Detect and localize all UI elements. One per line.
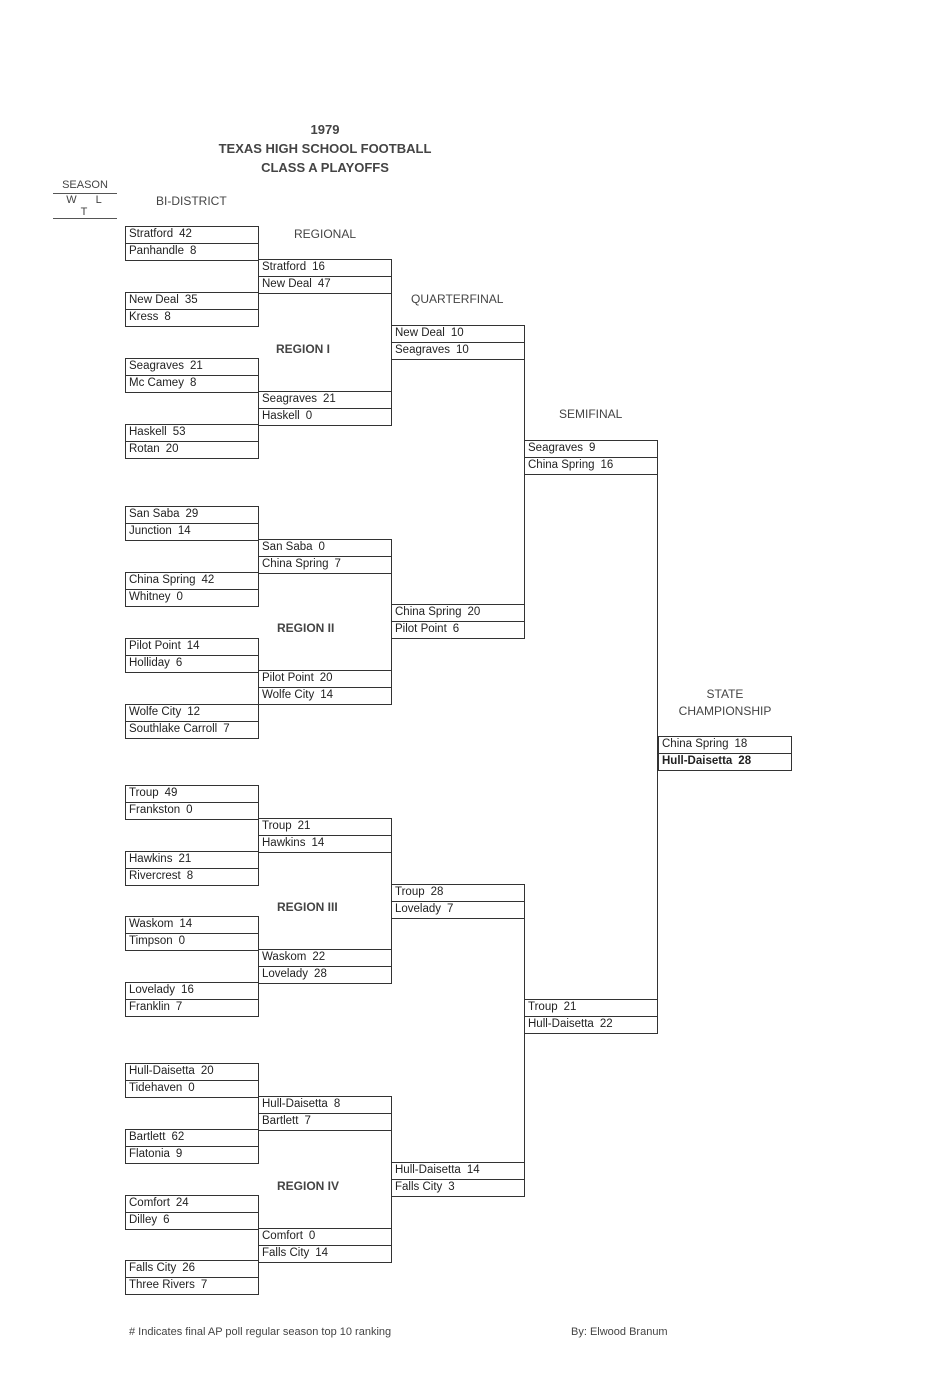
regional-matchup: [258, 818, 392, 853]
team-score: 16: [312, 261, 325, 273]
bidistrict-matchup: [125, 704, 259, 739]
semifinal-matchup: [524, 440, 658, 475]
team-name: China Spring: [662, 738, 729, 750]
team-score: 14: [315, 1247, 329, 1259]
bidistrict-matchup: [125, 292, 259, 327]
team-name: Pilot Point: [262, 672, 314, 684]
team-row: [392, 605, 524, 621]
team-row: [126, 309, 258, 326]
team-row: [126, 507, 258, 523]
team-score: 28: [314, 968, 327, 980]
team-score: 22: [599, 1018, 613, 1030]
team-score: 29: [185, 508, 199, 520]
header-title: TEXAS HIGH SCHOOL FOOTBALL: [218, 141, 432, 156]
team-score: 49: [164, 787, 178, 799]
bracket-connector: [258, 374, 259, 440]
team-row: [126, 1064, 258, 1080]
team-name: Hull-Daisetta: [395, 1164, 461, 1176]
team-name: China Spring: [395, 606, 462, 618]
team-score: 7: [447, 903, 454, 915]
team-score: 0: [188, 1082, 195, 1094]
round-label-championship-1: STATE: [706, 687, 744, 701]
team-name: Flatonia: [129, 1148, 170, 1160]
team-row: [126, 917, 258, 933]
team-name: Junction: [129, 525, 172, 537]
bracket-connector: [524, 900, 525, 1178]
team-score: 21: [563, 1001, 577, 1013]
team-row: [392, 1163, 524, 1179]
team-score: 20: [200, 1065, 214, 1077]
team-name: Three Rivers: [129, 1279, 195, 1291]
team-row: [126, 1146, 258, 1163]
team-name: Seagraves: [395, 344, 450, 356]
team-row: [126, 868, 258, 885]
team-score: 14: [186, 640, 200, 652]
team-row: [126, 1261, 258, 1277]
team-row: [259, 966, 391, 983]
team-score: 3: [448, 1181, 455, 1193]
team-name: Hawkins: [262, 837, 306, 849]
team-row: [392, 621, 524, 638]
regional-matchup: [258, 670, 392, 705]
team-score: 21: [322, 393, 336, 405]
team-score: 10: [455, 344, 469, 356]
team-score: 9: [175, 1148, 183, 1160]
team-row: [259, 392, 391, 408]
team-name: New Deal: [395, 327, 445, 339]
team-name: Rotan: [129, 443, 160, 455]
team-name: Tidehaven: [129, 1082, 183, 1094]
team-score: 0: [308, 1230, 316, 1242]
team-row: [126, 589, 258, 606]
region-label-4: REGION IV: [277, 1179, 340, 1193]
team-row: [259, 687, 391, 704]
team-row: [126, 786, 258, 802]
bidistrict-matchup: [125, 424, 259, 459]
team-row: [126, 573, 258, 589]
team-name: Dilley: [129, 1214, 158, 1226]
team-name: Seagraves: [129, 360, 184, 372]
team-score: 20: [319, 672, 333, 684]
team-row: [126, 375, 258, 392]
team-row: [126, 999, 258, 1016]
bidistrict-matchup: [125, 785, 259, 820]
bracket-connector: [258, 522, 259, 588]
team-score: 14: [320, 689, 333, 701]
team-name: Lovelady: [129, 984, 176, 996]
team-row: [126, 1080, 258, 1097]
team-score: 7: [334, 558, 341, 570]
team-name: Wolfe City: [129, 706, 182, 718]
team-row: [392, 342, 524, 359]
region-label-3: REGION III: [277, 900, 338, 914]
footer-note: # Indicates final AP poll regular season top 10 ranking: [129, 1326, 392, 1338]
team-row: [259, 1229, 391, 1245]
team-name: New Deal: [262, 278, 312, 290]
semifinal-matchup: [524, 999, 658, 1034]
team-score: 21: [178, 853, 192, 865]
bracket-connector: [391, 1112, 392, 1244]
quarterfinal-matchup: [391, 325, 525, 360]
team-name: Whitney: [129, 591, 171, 603]
team-row: [126, 705, 258, 721]
team-score: 0: [176, 591, 183, 603]
team-row: [525, 457, 657, 474]
region-label-2: REGION II: [277, 621, 335, 635]
team-score: 7: [200, 1279, 208, 1291]
team-row: [126, 655, 258, 672]
team-name: Lovelady: [395, 903, 442, 915]
team-name: Hull-Daisetta: [129, 1065, 195, 1077]
team-score: 18: [734, 738, 748, 750]
bracket-connector: [657, 456, 658, 1015]
bracket-connector: [391, 275, 392, 407]
season-columns: W L T: [53, 193, 117, 219]
bidistrict-matchup: [125, 1063, 259, 1098]
team-row: [126, 852, 258, 868]
bidistrict-matchup: [125, 1260, 259, 1295]
bracket-connector: [258, 1079, 259, 1145]
team-name: Wolfe City: [262, 689, 315, 701]
team-score: 42: [201, 574, 215, 586]
round-label-bidistrict: BI-DISTRICT: [156, 194, 227, 208]
team-score: 26: [182, 1262, 196, 1274]
team-score: 20: [165, 443, 179, 455]
team-score: 21: [189, 360, 203, 372]
team-name: Pilot Point: [395, 623, 447, 635]
quarterfinal-matchup: [391, 604, 525, 639]
team-row: [659, 737, 791, 753]
team-name: Rivercrest: [129, 870, 181, 882]
team-name: Panhandle: [129, 245, 184, 257]
team-row: [259, 408, 391, 425]
team-score: 14: [179, 918, 193, 930]
bidistrict-matchup: [125, 1195, 259, 1230]
team-score: 28: [430, 886, 444, 898]
team-score: 47: [317, 278, 331, 290]
team-name: Falls City: [395, 1181, 443, 1193]
team-score: 12: [187, 706, 200, 718]
team-name: Southlake Carroll: [129, 723, 218, 735]
team-row: [259, 260, 391, 276]
team-name: Mc Camey: [129, 377, 184, 389]
team-row: [126, 523, 258, 540]
bidistrict-matchup: [125, 916, 259, 951]
team-name: China Spring: [262, 558, 329, 570]
team-name: Comfort: [129, 1197, 170, 1209]
team-row: [126, 1212, 258, 1229]
regional-matchup: [258, 391, 392, 426]
team-row: [126, 1196, 258, 1212]
team-row: [126, 639, 258, 655]
team-name: Hull-Daisetta: [662, 755, 733, 767]
team-score: 24: [175, 1197, 189, 1209]
team-row: [126, 721, 258, 738]
team-score: 62: [171, 1131, 185, 1143]
bidistrict-matchup: [125, 226, 259, 261]
team-name: Holliday: [129, 657, 170, 669]
team-score: 21: [297, 820, 311, 832]
regional-matchup: [258, 1096, 392, 1131]
team-score: 6: [175, 657, 183, 669]
team-name: Stratford: [129, 228, 174, 240]
team-name: Bartlett: [129, 1131, 166, 1143]
team-score: 22: [312, 951, 326, 963]
header-year: 1979: [310, 122, 340, 137]
team-score: 6: [452, 623, 460, 635]
team-name: Haskell: [262, 410, 300, 422]
round-label-quarterfinal: QUARTERFINAL: [411, 292, 504, 306]
team-score: 7: [223, 723, 230, 735]
team-row: [259, 1097, 391, 1113]
team-score: 14: [311, 837, 325, 849]
regional-matchup: [258, 259, 392, 294]
team-name: Falls City: [262, 1247, 310, 1259]
team-name: Stratford: [262, 261, 307, 273]
header-subtitle: CLASS A PLAYOFFS: [261, 160, 389, 175]
footer-author: By: Elwood Branum: [571, 1326, 668, 1338]
team-name: China Spring: [129, 574, 196, 586]
team-score: 7: [304, 1115, 311, 1127]
team-name: Seagraves: [528, 442, 583, 454]
team-name: Waskom: [129, 918, 174, 930]
region-label-1: REGION I: [276, 342, 331, 356]
team-row: [126, 802, 258, 819]
team-row: [392, 326, 524, 342]
team-score: 0: [178, 935, 186, 947]
team-row: [126, 227, 258, 243]
team-score: 28: [738, 755, 752, 767]
regional-matchup: [258, 539, 392, 574]
team-row: [126, 243, 258, 260]
team-row: [126, 359, 258, 375]
team-row: [259, 671, 391, 687]
bracket-connector: [391, 834, 392, 965]
team-name: China Spring: [528, 459, 595, 471]
team-row: [259, 556, 391, 573]
team-row: [259, 819, 391, 835]
team-row: [126, 293, 258, 309]
round-label-semifinal: SEMIFINAL: [559, 407, 623, 421]
bidistrict-matchup: [125, 572, 259, 607]
team-row: [126, 983, 258, 999]
quarterfinal-matchup: [391, 884, 525, 919]
team-row: [392, 1179, 524, 1196]
team-score: 0: [305, 410, 313, 422]
team-name: Seagraves: [262, 393, 317, 405]
team-row: [525, 1016, 657, 1033]
team-score: 53: [172, 426, 186, 438]
championship-matchup: [658, 736, 792, 771]
team-score: 14: [177, 525, 191, 537]
bracket-connector: [391, 555, 392, 686]
team-row: [259, 835, 391, 852]
bracket-connector: [258, 932, 259, 998]
team-name: Troup: [395, 886, 425, 898]
team-row: [259, 276, 391, 293]
team-name: Lovelady: [262, 968, 309, 980]
round-label-championship-2: CHAMPIONSHIP: [678, 704, 772, 718]
team-name: Hawkins: [129, 853, 173, 865]
team-score: 6: [163, 1214, 170, 1226]
team-name: Troup: [528, 1001, 558, 1013]
bracket-connector: [524, 341, 525, 620]
team-name: Troup: [262, 820, 292, 832]
team-row: [259, 540, 391, 556]
season-record-header: [53, 179, 117, 219]
regional-matchup: [258, 949, 392, 984]
team-name: Timpson: [129, 935, 173, 947]
team-row: [259, 1245, 391, 1262]
team-score: 0: [318, 541, 325, 553]
team-score: 16: [600, 459, 614, 471]
team-score: 8: [164, 311, 171, 323]
bidistrict-matchup: [125, 358, 259, 393]
team-name: San Saba: [262, 541, 313, 553]
team-name: Franklin: [129, 1001, 170, 1013]
team-row: [126, 1130, 258, 1146]
team-score: 35: [184, 294, 198, 306]
bidistrict-matchup: [125, 982, 259, 1017]
team-score: 8: [190, 245, 197, 257]
team-name: Bartlett: [262, 1115, 299, 1127]
team-score: 0: [186, 804, 193, 816]
team-row: [126, 1277, 258, 1294]
bracket-connector: [258, 801, 259, 867]
team-name: Kress: [129, 311, 159, 323]
team-row: [126, 441, 258, 458]
team-name: Hull-Daisetta: [262, 1098, 328, 1110]
team-score: 8: [189, 377, 197, 389]
team-score: 10: [450, 327, 464, 339]
season-label: SEASON: [62, 179, 108, 191]
team-name: Falls City: [129, 1262, 177, 1274]
bidistrict-matchup: [125, 851, 259, 886]
team-score: 42: [179, 228, 192, 240]
team-score: 8: [186, 870, 194, 882]
quarterfinal-matchup: [391, 1162, 525, 1197]
team-name: Comfort: [262, 1230, 303, 1242]
team-row: [126, 933, 258, 950]
team-score: 14: [466, 1164, 480, 1176]
team-score: 16: [181, 984, 194, 996]
team-row: [525, 441, 657, 457]
team-name: Pilot Point: [129, 640, 181, 652]
team-score: 9: [588, 442, 596, 454]
bracket-connector: [258, 1211, 259, 1276]
team-name: San Saba: [129, 508, 180, 520]
team-score: 8: [333, 1098, 341, 1110]
team-row: [259, 950, 391, 966]
bidistrict-matchup: [125, 506, 259, 541]
team-score: 20: [467, 606, 481, 618]
bidistrict-matchup: [125, 1129, 259, 1164]
bracket-connector: [258, 242, 259, 308]
team-name: Frankston: [129, 804, 181, 816]
team-name: Troup: [129, 787, 159, 799]
team-name: Haskell: [129, 426, 167, 438]
team-row: [126, 425, 258, 441]
bracket-connector: [258, 654, 259, 720]
round-label-regional: REGIONAL: [294, 227, 357, 241]
team-row: [392, 901, 524, 918]
bidistrict-matchup: [125, 638, 259, 673]
team-row: [392, 885, 524, 901]
team-name: New Deal: [129, 294, 179, 306]
team-name: Hull-Daisetta: [528, 1018, 594, 1030]
team-row: [659, 753, 791, 770]
team-score: 7: [175, 1001, 183, 1013]
team-name: Waskom: [262, 951, 307, 963]
team-row: [259, 1113, 391, 1130]
regional-matchup: [258, 1228, 392, 1263]
team-row: [525, 1000, 657, 1016]
